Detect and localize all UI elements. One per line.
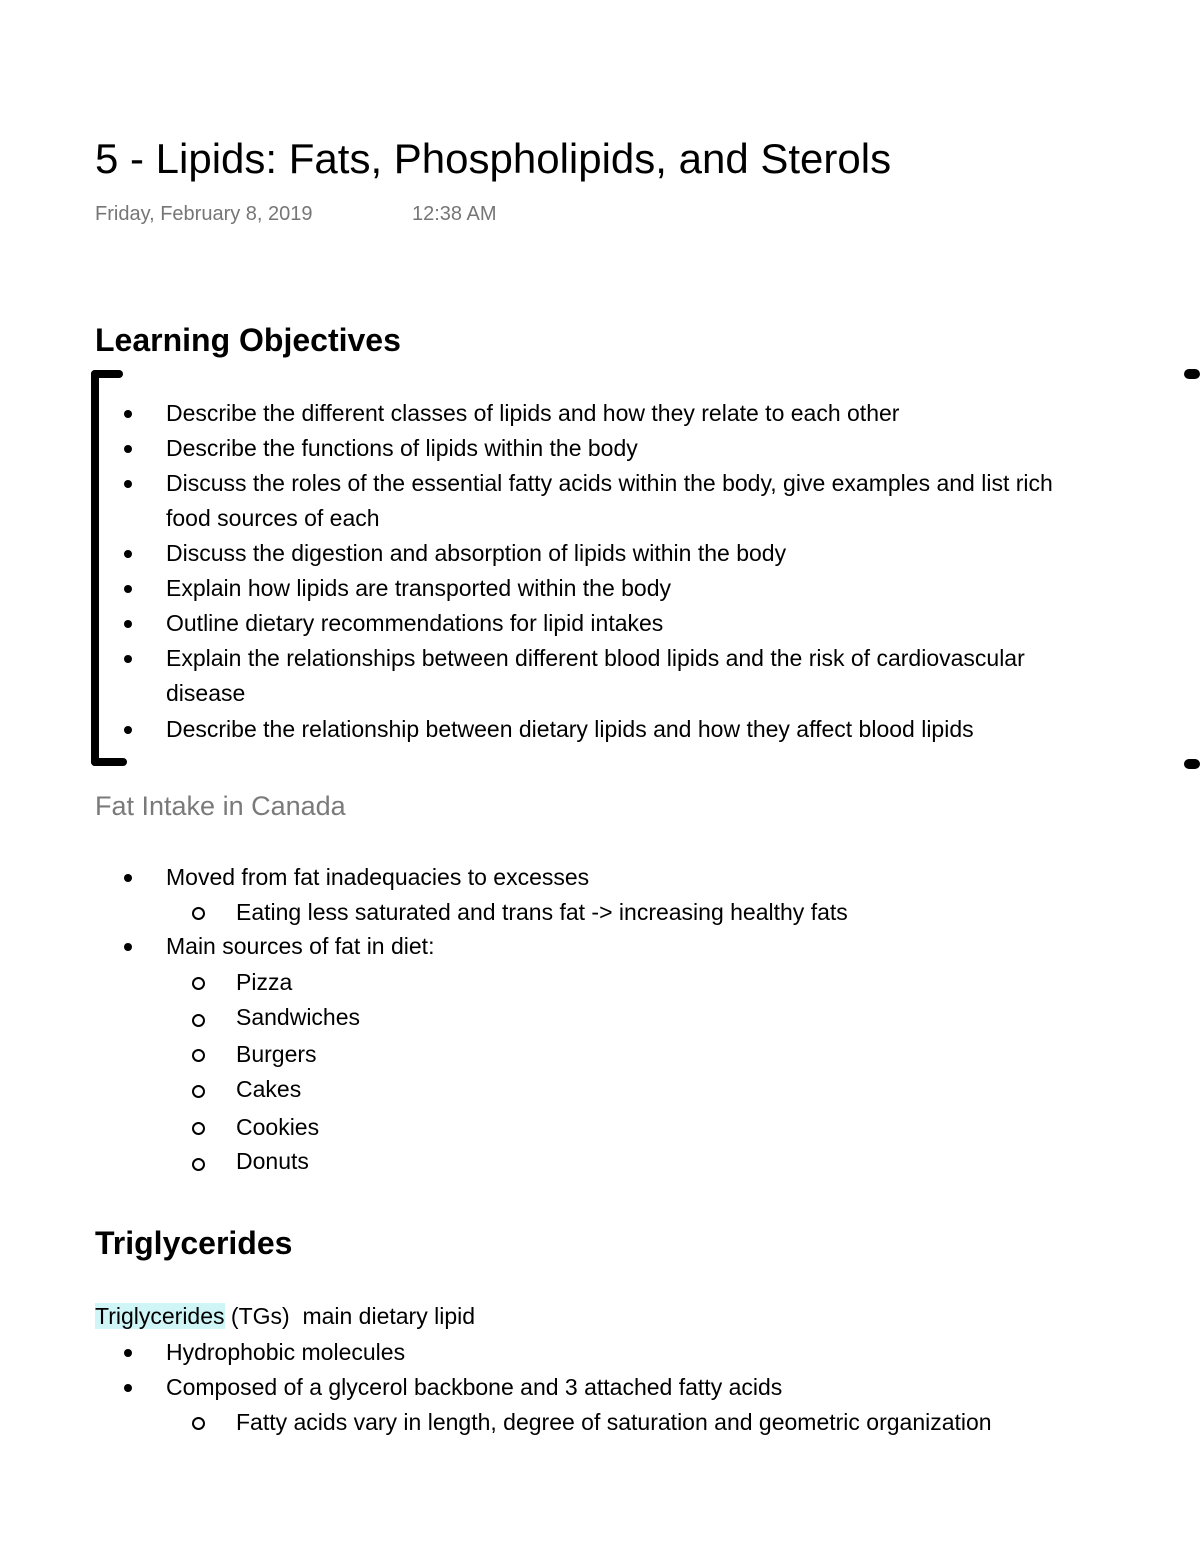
sub-bullet (192, 1158, 205, 1171)
list-item: Discuss the digestion and absorption of lipids within the body (166, 540, 787, 566)
page-date: Friday, February 8, 2019 (95, 203, 313, 225)
bracket-right-top-mark (1184, 369, 1200, 379)
bullet (124, 585, 132, 593)
triglycerides-heading: Triglycerides (95, 1225, 293, 1261)
list-item: Moved from fat inadequacies to excesses (166, 864, 590, 890)
sub-bullet (192, 1085, 205, 1098)
list-item-continuation: food sources of each (166, 505, 380, 531)
bullet (124, 726, 132, 734)
bullet (124, 480, 132, 488)
list-item: Hydrophobic molecules (166, 1339, 406, 1365)
list-item: Outline dietary recommendations for lipid intakes (166, 610, 664, 636)
bullet (124, 874, 132, 882)
list-item: Describe the different classes of lipids and how they relate to each other (166, 400, 900, 426)
highlighted-term: Triglycerides (95, 1303, 225, 1329)
triglycerides-intro (95, 1301, 475, 1331)
bullet (124, 445, 132, 453)
list-item: Main sources of fat in diet: (166, 933, 435, 959)
sub-bullet (192, 1417, 205, 1430)
page-time: 12:38 AM (412, 203, 497, 225)
sub-bullet (192, 977, 205, 990)
bracket-right-bottom-mark (1184, 759, 1200, 769)
bracket-left-top (91, 370, 123, 378)
fat-intake-heading: Fat Intake in Canada (95, 791, 346, 821)
list-item-continuation: disease (166, 680, 246, 706)
list-item: Describe the functions of lipids within the body (166, 435, 638, 461)
list-item: Discuss the roles of the essential fatty acids within the body, give examples and list rich (166, 470, 1053, 496)
sub-list-item: Cakes (236, 1076, 302, 1102)
page-title: 5 - Lipids: Fats, Phospholipids, and Sterols (95, 135, 892, 182)
list-item: Describe the relationship between dietary lipids and how they affect blood lipids (166, 716, 974, 742)
sub-bullet (192, 1122, 205, 1135)
sub-list-item: Sandwiches (236, 1004, 361, 1030)
bullet (124, 620, 132, 628)
bullet (124, 943, 132, 951)
bullet (124, 1384, 132, 1392)
bracket-left-bottom (91, 758, 127, 766)
bullet (124, 655, 132, 663)
sub-bullet (192, 907, 205, 920)
sub-bullet (192, 1049, 205, 1062)
bullet (124, 1349, 132, 1357)
sub-list-item: Burgers (236, 1041, 317, 1067)
sub-bullet (192, 1014, 205, 1027)
list-item: Explain the relationships between different blood lipids and the risk of cardiovascular (166, 645, 1025, 671)
sub-list-item: Eating less saturated and trans fat -> increasing healthy fats (236, 899, 848, 925)
learning-objectives-heading: Learning Objectives (95, 322, 401, 358)
sub-list-item: Cookies (236, 1114, 320, 1140)
sub-list-item: Pizza (236, 969, 293, 995)
list-item: Composed of a glycerol backbone and 3 attached fatty acids (166, 1374, 783, 1400)
sub-list-item: Donuts (236, 1148, 309, 1174)
sub-list-item: Fatty acids vary in length, degree of saturation and geometric organization (236, 1409, 992, 1435)
bullet (124, 410, 132, 418)
intro-text: (TGs) main dietary lipid (224, 1303, 476, 1329)
bracket-left (91, 370, 99, 766)
list-item: Explain how lipids are transported within the body (166, 575, 672, 601)
bullet (124, 550, 132, 558)
